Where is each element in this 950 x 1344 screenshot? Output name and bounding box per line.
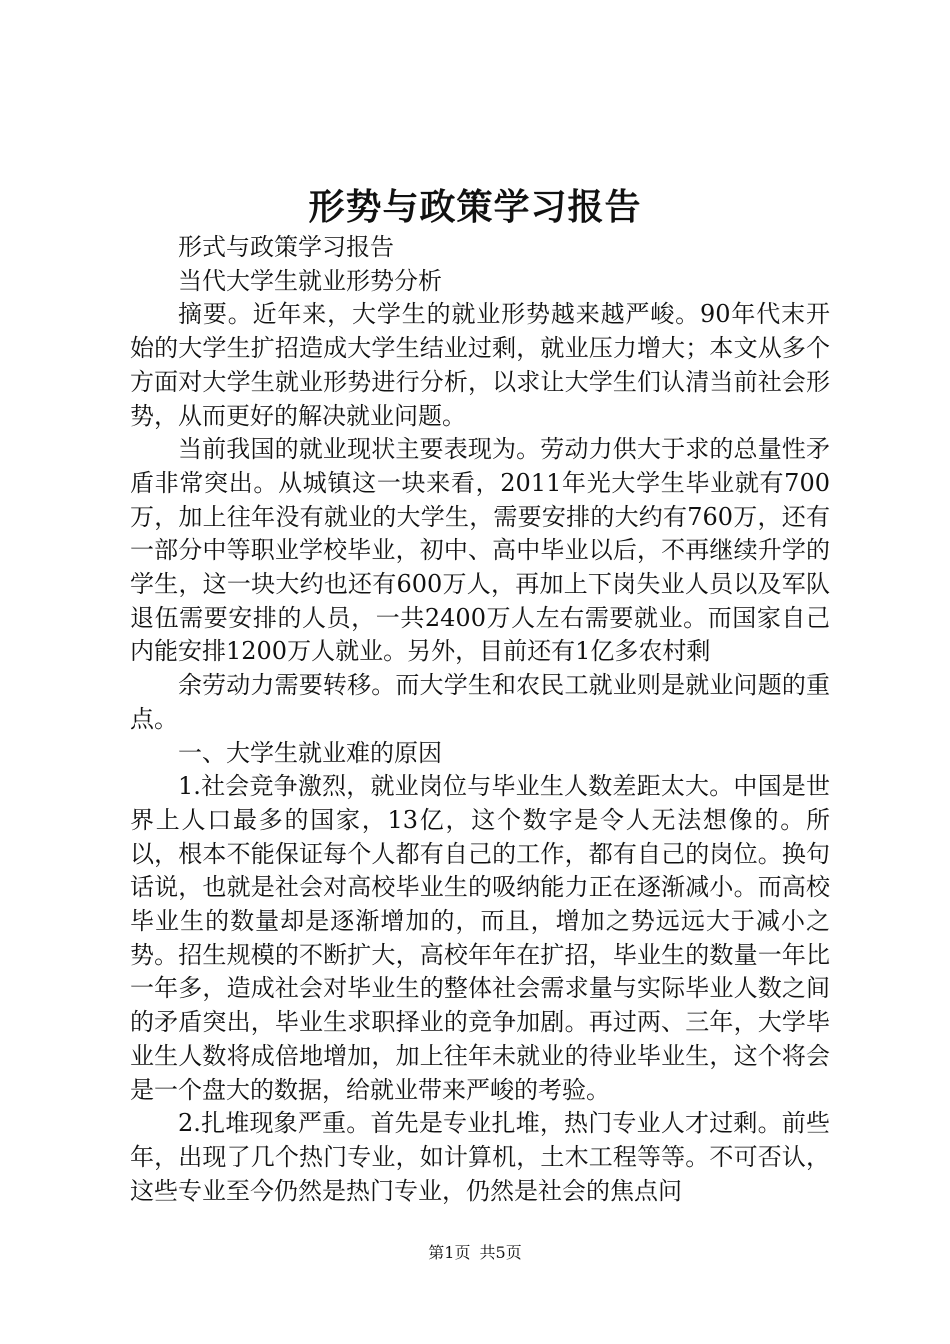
page-number: 第1页	[428, 1243, 471, 1262]
paragraph-continuation: 余劳动力需要转移。而大学生和农民工就业则是就业问题的重点。	[130, 671, 830, 733]
section-heading-causes: 一、大学生就业难的原因	[178, 738, 442, 767]
paragraph-abstract: 摘要。近年来，大学生的就业形势越来越严峻。90年代末开始的大学生扩招造成大学生结业过剩，就业压力增大；本文从多个方面对大学生就业形势进行分析，以求让大学生们认清当前社会形势，从而更好的解决就业问题。	[130, 300, 830, 430]
paragraph-subtitle-1: 形式与政策学习报告	[178, 233, 394, 261]
document-title: 形势与政策学习报告	[308, 186, 642, 228]
page-footer	[0, 1242, 950, 1264]
document-body	[130, 231, 830, 1208]
paragraph-cause-2: 2.扎堆现象严重。首先是专业扎堆，热门专业人才过剩。前些年，出现了几个热门专业，如计算机，土木工程等等。不可否认，这些专业至今仍然是热门专业，仍然是社会的焦点问	[130, 1109, 830, 1205]
page-total: 共5页	[479, 1243, 522, 1262]
paragraph-cause-1: 1.社会竞争激烈，就业岗位与毕业生人数差距太大。中国是世界上人口最多的国家，13亿，这个数字是令人无法想像的。所以，根本不能保证每个人都有自己的工作，都有自己的岗位。换句话说，也就是社会对高校毕业生的吸纳能力正在逐渐减小。而高校毕业生的数量却是逐渐增加的，而且，增加之势远远大于减小之势。招生规模的不断扩大，高校年年在扩招，毕业生的数量一年比一年多，造成社会对毕业生的整体社会需求量与实际毕业人数之间的矛盾突出，毕业生求职择业的竞争加剧。再过两、三年，大学毕业生人数将成倍地增加，加上往年未就业的待业毕业生，这个将会是一个盘大的数据，给就业带来严峻的考验。	[130, 772, 830, 1104]
paragraph-current-situation: 当前我国的就业现状主要表现为。劳动力供大于求的总量性矛盾非常突出。从城镇这一块来看，2011年光大学生毕业就有700万，加上往年没有就业的大学生，需要安排的大约有760万，还有一部分中等职业学校毕业，初中、高中毕业以后，不再继续升学的学生，这一块大约也还有600万人，再加上下岗失业人员以及军队退伍需要安排的人员，一共2400万人左右需要就业。而国家自己内能安排1200万人就业。另外，目前还有1亿多农村剩	[130, 435, 830, 666]
paragraph-subtitle-2: 当代大学生就业形势分析	[178, 266, 442, 295]
